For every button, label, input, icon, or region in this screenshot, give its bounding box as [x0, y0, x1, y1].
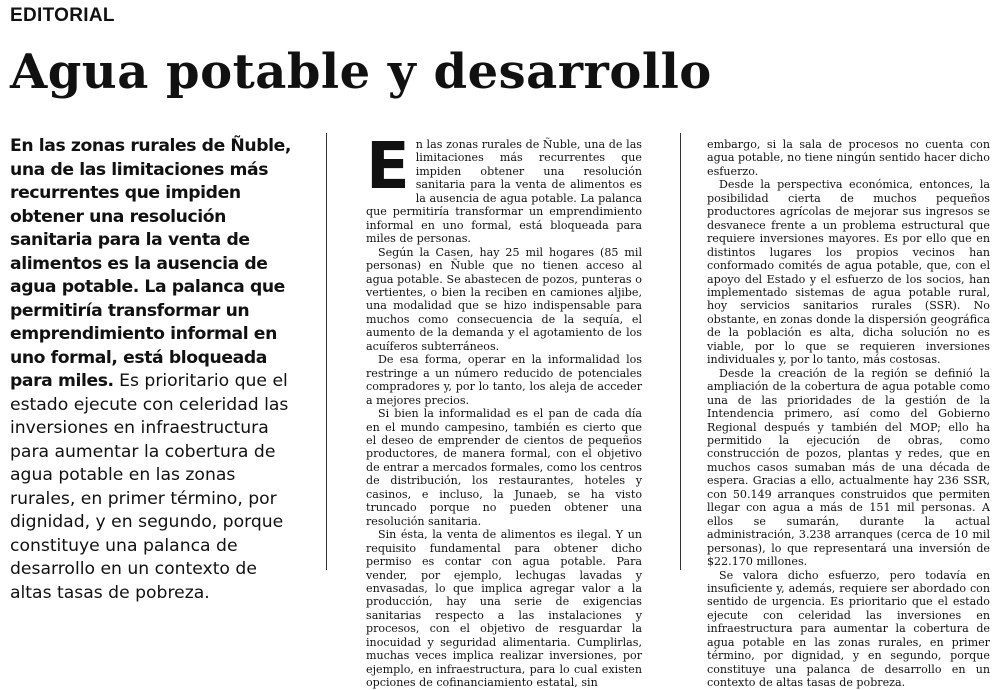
- section-label: EDITORIAL: [10, 5, 115, 26]
- lead-regular-text: Es prioritario que el estado ejecute con celeridad las inversiones en infraestructura para aumentar la cobertura de agua potable en las zonas rurales, en primer término, por dignidad, y en segundo, porque constituye una palanca de desarrollo en un contexto de altas tasas de pobreza.: [10, 371, 289, 603]
- body-paragraph: Sin ésta, la venta de alimentos es ilegal. Y un requisito fundamental para obtener dicho permiso es contar con agua potable. Para vender, por ejemplo, lechugas lavadas y envasadas, lo que implica agregar valor a la producción, hay una serie de exigencias sanitarias respecto a las instalaciones y procesos, con el objetivo de resguardar la inocuidad y seguridad alimentaria. Cumplirlas, muchas veces implica realizar inversiones, por ejemplo, en infraestructura, para lo cual existen opciones de cofinanciamiento estatal, sin: [366, 528, 642, 690]
- lead-paragraph: [10, 135, 295, 605]
- body-paragraph: embargo, si la sala de procesos no cuenta con agua potable, no tiene ningún sentido hacer dicho esfuerzo.: [707, 138, 990, 178]
- column-divider-left: [326, 133, 327, 570]
- body-paragraph: Desde la creación de la región se definió la ampliación de la cobertura de agua potable como una de las prioridades de la gestión de la Intendencia primero, así como del Gobierno Regional después y también del MOP; ello ha permitido la ejecución de obras, como construcción de pozos, plantas y redes, que en muchos casos sumaban más de una década de espera. Gracias a ello, actualmente hay 236 SSR, con 50.149 arranques construidos que permiten llegar con agua a más de 151 mil personas. A ellos se sumarán, durante la actual administración, 3.238 arranques (cerca de 10 mil personas), lo que representará una inversión de $22.170 millones.: [707, 366, 990, 569]
- headline: Agua potable y desarrollo: [10, 44, 712, 100]
- body-column-1: [366, 130, 642, 690]
- body-paragraph: Se valora dicho esfuerzo, pero todavía en insuficiente y, además, requiere ser abordado con sentido de urgencia. Es prioritario que el estado ejecute con celeridad las inversiones en infraestructura para aumentar la cobertura de agua potable en las zonas rurales, en primer término, por dignidad, y en segundo, porque constituye una palanca de desarrollo en un contexto de altas tasas de pobreza.: [707, 568, 990, 690]
- body-paragraph: Desde la perspectiva económica, entonces, la posibilidad cierta de muchos pequeños productores agrícolas de mejorar sus ingresos se desvanece frente a un problema estructural que requiere inversiones mayores. Es por ello que en distintos lugares los propios vecinos han conformado comités de agua potable, que, con el apoyo del Estado y el esfuerzo de los socios, han implementado sistemas de agua potable rural, hoy servicios sanitarios rurales (SSR). No obstante, en zonas donde la dispersión geográfica de la población es alta, dicha solución no es viable, por lo que se requieren inversiones individuales y, por lo tanto, más costosas.: [707, 178, 990, 367]
- lead-bold-text: En las zonas rurales de Ñuble, una de las limitaciones más recurrentes que impiden obtener una resolución sanitaria para la venta de alimentos es la ausencia de agua potable. La palanca que permitiría transformar un emprendimiento informal en uno formal, está bloqueada para miles.: [10, 136, 292, 391]
- body-paragraph: De esa forma, operar en la informalidad los restringe a un número reducido de potenciales compradores y, por lo tanto, los aleja de acceder a mejores precios.: [366, 353, 642, 407]
- body-paragraph: Según la Casen, hay 25 mil hogares (85 mil personas) en Ñuble que no tienen acceso al agua potable. Se abastecen de pozos, punteras o vertientes, o bien la reciben en camiones aljibe, una modalidad que se hizo indispensable para muchos como consecuencia de la sequía, el aumento de la demanda y el agotamiento de los acuíferos subterráneos.: [366, 245, 642, 353]
- body-paragraph: n las zonas rurales de Ñuble, una de las limitaciones más recurrentes que impiden obtener una resolución sanitaria para la venta de alimentos es la ausencia de agua potable. La palanca que permitiría transformar un emprendimiento informal en uno formal, está bloqueada para miles de personas.: [366, 138, 642, 246]
- body-paragraph: Si bien la informalidad es el pan de cada día en el mundo campesino, también es cierto que el deseo de emprender de cientos de pequeños productores, de manera formal, con el objetivo de entrar a mercados formales, como los centros de distribución, los restaurantes, hoteles y casinos, e incluso, la Junaeb, se ha visto truncado porque no pueden obtener una resolución sanitaria.: [366, 407, 642, 528]
- body-column-2: [707, 138, 990, 690]
- drop-cap: E: [366, 130, 410, 204]
- column-divider-right: [680, 133, 681, 570]
